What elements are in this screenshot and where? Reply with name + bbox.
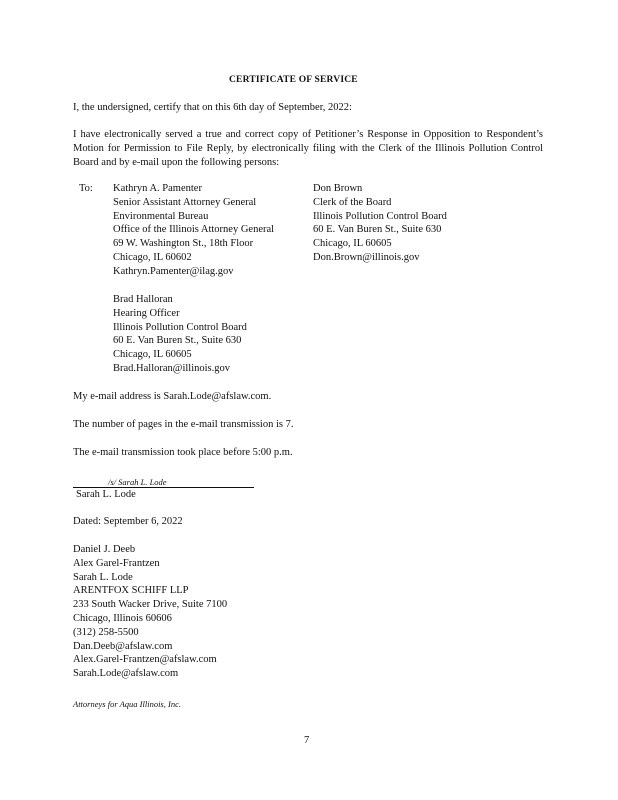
firm-line: 233 South Wacker Drive, Suite 7100: [73, 599, 228, 611]
signer-name: Sarah L. Lode: [76, 489, 136, 500]
email-address-line: My e-mail address is Sarah.Lode@afslaw.com.: [73, 391, 272, 402]
pages-count-line: The number of pages in the e-mail transmission is 7.: [73, 419, 294, 430]
electronic-signature: /s/ Sarah L. Lode: [108, 477, 167, 487]
firm-email: Dan.Deeb@afslaw.com: [73, 640, 173, 652]
recipient-pamenter: [113, 182, 274, 279]
intro-line: I, the undersigned, certify that on this 6th day of September, 2022:: [73, 102, 352, 113]
recipient-line: Hearing Officer: [113, 307, 180, 319]
recipient-line: Clerk of the Board: [313, 196, 392, 208]
firm-signature-block: [73, 543, 227, 681]
service-paragraph: I have electronically served a true and correct copy of Petitioner’s Response in Opposition to Respondent’s Motion for Permission to File Reply, by electronically filing with the Clerk of the Illinois Pollution Control Board and by e-mail upon the following persons:: [73, 129, 543, 168]
recipient-line: Chicago, IL 60605: [313, 238, 392, 250]
recipient-line: Environmental Bureau: [113, 210, 209, 222]
recipient-brown: [313, 182, 447, 265]
firm-line: Chicago, Illinois 60606: [73, 612, 172, 624]
recipient-line: 60 E. Van Buren St., Suite 630: [113, 335, 242, 347]
recipient-line: Illinois Pollution Control Board: [113, 321, 247, 333]
recipient-line: Office of the Illinois Attorney General: [113, 224, 275, 236]
recipient-email: Brad.Halloran@illinois.gov: [113, 362, 230, 374]
recipient-line: Brad Halloran: [113, 294, 173, 305]
firm-line: Sarah L. Lode: [73, 571, 133, 583]
recipient-line: Senior Assistant Attorney General: [113, 196, 257, 208]
to-label: To:: [79, 183, 93, 194]
recipient-line: Chicago, IL 60605: [113, 349, 192, 361]
transmission-time-line: The e-mail transmission took place before 5:00 p.m.: [73, 447, 293, 458]
recipient-line: 60 E. Van Buren St., Suite 630: [313, 224, 442, 236]
firm-name: ARENTFOX SCHIFF LLP: [73, 585, 189, 597]
firm-line: Alex Garel-Frantzen: [73, 557, 160, 569]
recipient-line: Kathryn A. Pamenter: [113, 183, 202, 194]
recipient-halloran: [113, 293, 247, 376]
document-title: CERTIFICATE OF SERVICE: [229, 75, 358, 85]
attorneys-for-line: Attorneys for Aqua Illinois, Inc.: [73, 699, 181, 709]
recipient-email: Don.Brown@illinois.gov: [313, 251, 420, 263]
recipient-line: Illinois Pollution Control Board: [313, 210, 447, 222]
firm-email: Alex.Garel-Frantzen@afslaw.com: [73, 654, 217, 666]
page-number: 7: [304, 735, 310, 746]
firm-phone: (312) 258-5500: [73, 626, 139, 638]
firm-email: Sarah.Lode@afslaw.com: [73, 668, 179, 680]
recipient-line: Don Brown: [313, 183, 363, 194]
dated-line: Dated: September 6, 2022: [73, 516, 183, 527]
firm-line: Daniel J. Deeb: [73, 544, 136, 555]
recipient-line: Chicago, IL 60602: [113, 251, 192, 263]
recipient-line: 69 W. Washington St., 18th Floor: [113, 238, 254, 250]
recipient-email: Kathryn.Pamenter@ilag.gov: [113, 265, 234, 277]
